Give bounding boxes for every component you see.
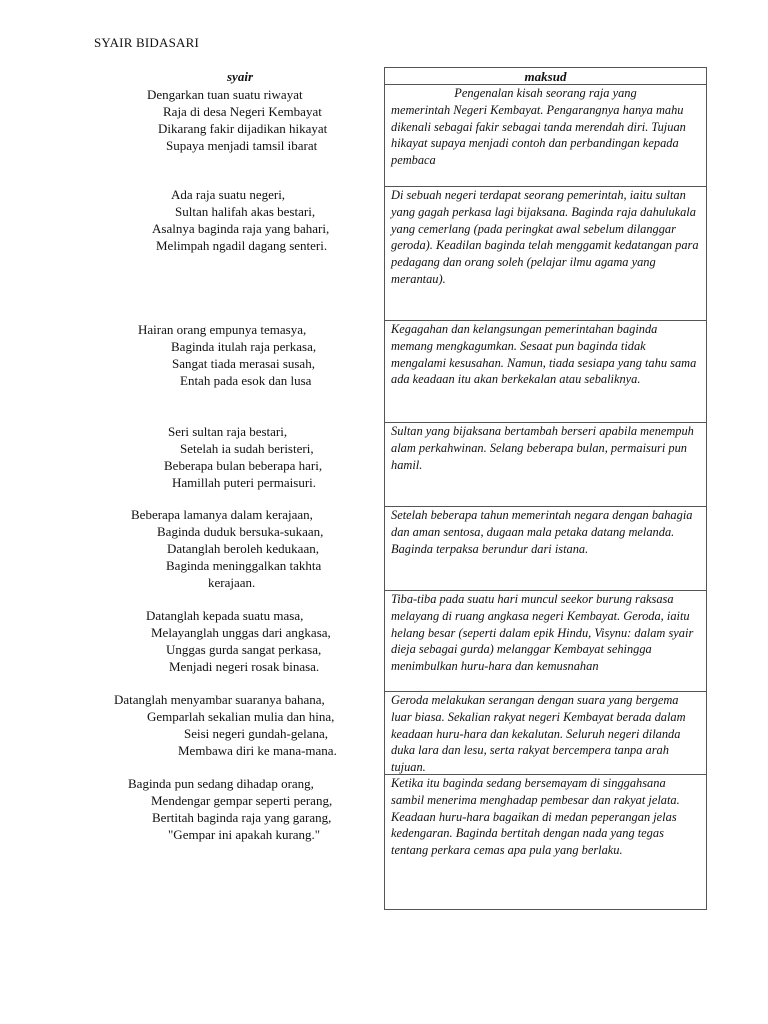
stanza-line: Entah pada esok dan lusa xyxy=(180,373,312,388)
maksud-cell-7 xyxy=(385,692,706,775)
maksud-text: Geroda melakukan serangan dengan suara yang bergema luar biasa. Sekalian rakyat negeri Kembayat berada dalam keadaan huru-hara dan kekalutan. Seluruh negeri dilanda duka lara dan lesu, serta rakyat bercempera tanpa arah tujuan. xyxy=(391,693,686,775)
stanza-5 xyxy=(105,506,375,591)
stanza-line: Baginda itulah raja perkasa, xyxy=(171,339,317,354)
stanza-line: Beberapa bulan beberapa hari, xyxy=(164,458,323,473)
stanza-3 xyxy=(105,321,375,389)
stanza-line: Datanglah kepada suatu masa, xyxy=(146,608,304,623)
stanza-line: Raja di desa Negeri Kembayat xyxy=(163,104,322,119)
stanza-2 xyxy=(105,186,375,254)
syair-column-header: syair xyxy=(227,69,253,84)
stanza-7 xyxy=(105,691,375,759)
maksud-cell-8 xyxy=(385,775,706,909)
stanza-line: Membawa diri ke mana-mana. xyxy=(178,743,337,758)
stanza-line: Melimpah ngadil dagang senteri. xyxy=(156,238,328,253)
stanza-line: Asalnya baginda raja yang bahari, xyxy=(152,221,330,236)
maksud-cell-1 xyxy=(385,85,706,187)
maksud-table xyxy=(384,67,707,910)
maksud-text: memerintah Negeri Kembayat. Pengarangnya hanya mahu dikenali sebagai fakir sebagai tanda merendah diri. Tujuan hikayat supaya menjadi contoh dan perbandingan kepada pembaca xyxy=(391,102,686,168)
maksud-first-line: Pengenalan kisah seorang raja yang xyxy=(454,86,637,100)
stanza-line: Datanglah menyambar suaranya bahana, xyxy=(114,692,325,707)
stanza-line: kerajaan. xyxy=(208,575,256,590)
maksud-cell-3 xyxy=(385,321,706,423)
stanza-line: Baginda duduk bersuka-sukaan, xyxy=(157,524,324,539)
stanza-line: Mendengar gempar seperti perang, xyxy=(151,793,333,808)
stanza-line: Sultan halifah akas bestari, xyxy=(175,204,316,219)
stanza-line: "Gempar ini apakah kurang." xyxy=(168,827,321,842)
page-title: SYAIR BIDASARI xyxy=(94,35,200,50)
stanza-4 xyxy=(105,423,375,491)
stanza-line: Hairan orang empunya temasya, xyxy=(138,322,307,337)
maksud-cell-6 xyxy=(385,591,706,692)
stanza-line: Ada raja suatu negeri, xyxy=(171,187,286,202)
stanza-line: Supaya menjadi tamsil ibarat xyxy=(166,138,318,153)
maksud-text: Setelah beberapa tahun memerintah negara dengan bahagia dan aman sentosa, dugaan mala petaka datang melanda. Baginda terpaksa berundur dari istana. xyxy=(391,508,693,556)
stanza-line: Seisi negeri gundah-gelana, xyxy=(184,726,329,741)
stanza-line: Unggas gurda sangat perkasa, xyxy=(166,642,322,657)
stanza-8 xyxy=(105,775,375,843)
maksud-cell-4 xyxy=(385,423,706,507)
stanza-line: Beberapa lamanya dalam kerajaan, xyxy=(131,507,313,522)
stanza-line: Melayanglah unggas dari angkasa, xyxy=(151,625,331,640)
maksud-text: Ketika itu baginda sedang bersemayam di singgahsana sambil menerima menghadap pembesar dan rakyat jelata. Keadaan huru-hara bagaikan di medan peperangan jelas kedengaran. Baginda bertitah dengan nada yang tegas tentang perkara cemas apa pula yang berlaku. xyxy=(391,776,680,858)
maksud-cell-5 xyxy=(385,507,706,591)
maksud-text: Kegagahan dan kelangsungan pemerintahan baginda memang mengkagumkan. Sesaat pun baginda tidak mengalami kesusahan. Namun, tiada sesiapa yang tahu sama ada keadaan itu akan berkekalan atau sebaliknya. xyxy=(391,322,697,387)
stanza-line: Bertitah baginda raja yang garang, xyxy=(152,810,332,825)
stanza-line: Seri sultan raja bestari, xyxy=(168,424,288,439)
maksud-text: Di sebuah negeri terdapat seorang pemerintah, iaitu sultan yang gagah perkasa lagi bijaksana. Baginda raja dahulukala yang cemerlang (pada peringkat awal sebelum dilanggar geroda). Keadilan baginda telah menggamit kedatangan para pedagang dan orang soleh (pelajar ilmu agama yang merantau). xyxy=(391,188,699,286)
stanza-line: Menjadi negeri rosak binasa. xyxy=(169,659,320,674)
stanza-1 xyxy=(105,86,375,154)
stanza-line: Sangat tiada merasai susah, xyxy=(172,356,315,371)
stanza-line: Gemparlah sekalian mulia dan hina, xyxy=(147,709,335,724)
stanza-line: Baginda meninggalkan takhta xyxy=(166,558,322,573)
stanza-6 xyxy=(105,607,375,675)
maksud-text: Sultan yang bijaksana bertambah berseri apabila menempuh alam perkahwinan. Selang beberapa bulan, permaisuri pun hamil. xyxy=(391,424,694,472)
stanza-line: Dikarang fakir dijadikan hikayat xyxy=(158,121,328,136)
stanza-line: Baginda pun sedang dihadap orang, xyxy=(128,776,314,791)
stanza-line: Dengarkan tuan suatu riwayat xyxy=(147,87,303,102)
stanza-line: Setelah ia sudah beristeri, xyxy=(180,441,314,456)
maksud-cell-2 xyxy=(385,187,706,321)
stanza-line: Hamillah puteri permaisuri. xyxy=(172,475,317,490)
maksud-column-header: maksud xyxy=(385,68,706,85)
stanza-line: Datanglah beroleh kedukaan, xyxy=(167,541,319,556)
maksud-text: Tiba-tiba pada suatu hari muncul seekor burung raksasa melayang di ruang angkasa negeri Kembayat. Geroda, iaitu helang besar (seperti dalam epik Hindu, Visynu: dalam syair dieja sebagai gurda) melanggar Kembayat sehingga menimbulkan huru-hara dan kemusnahan xyxy=(391,592,694,674)
